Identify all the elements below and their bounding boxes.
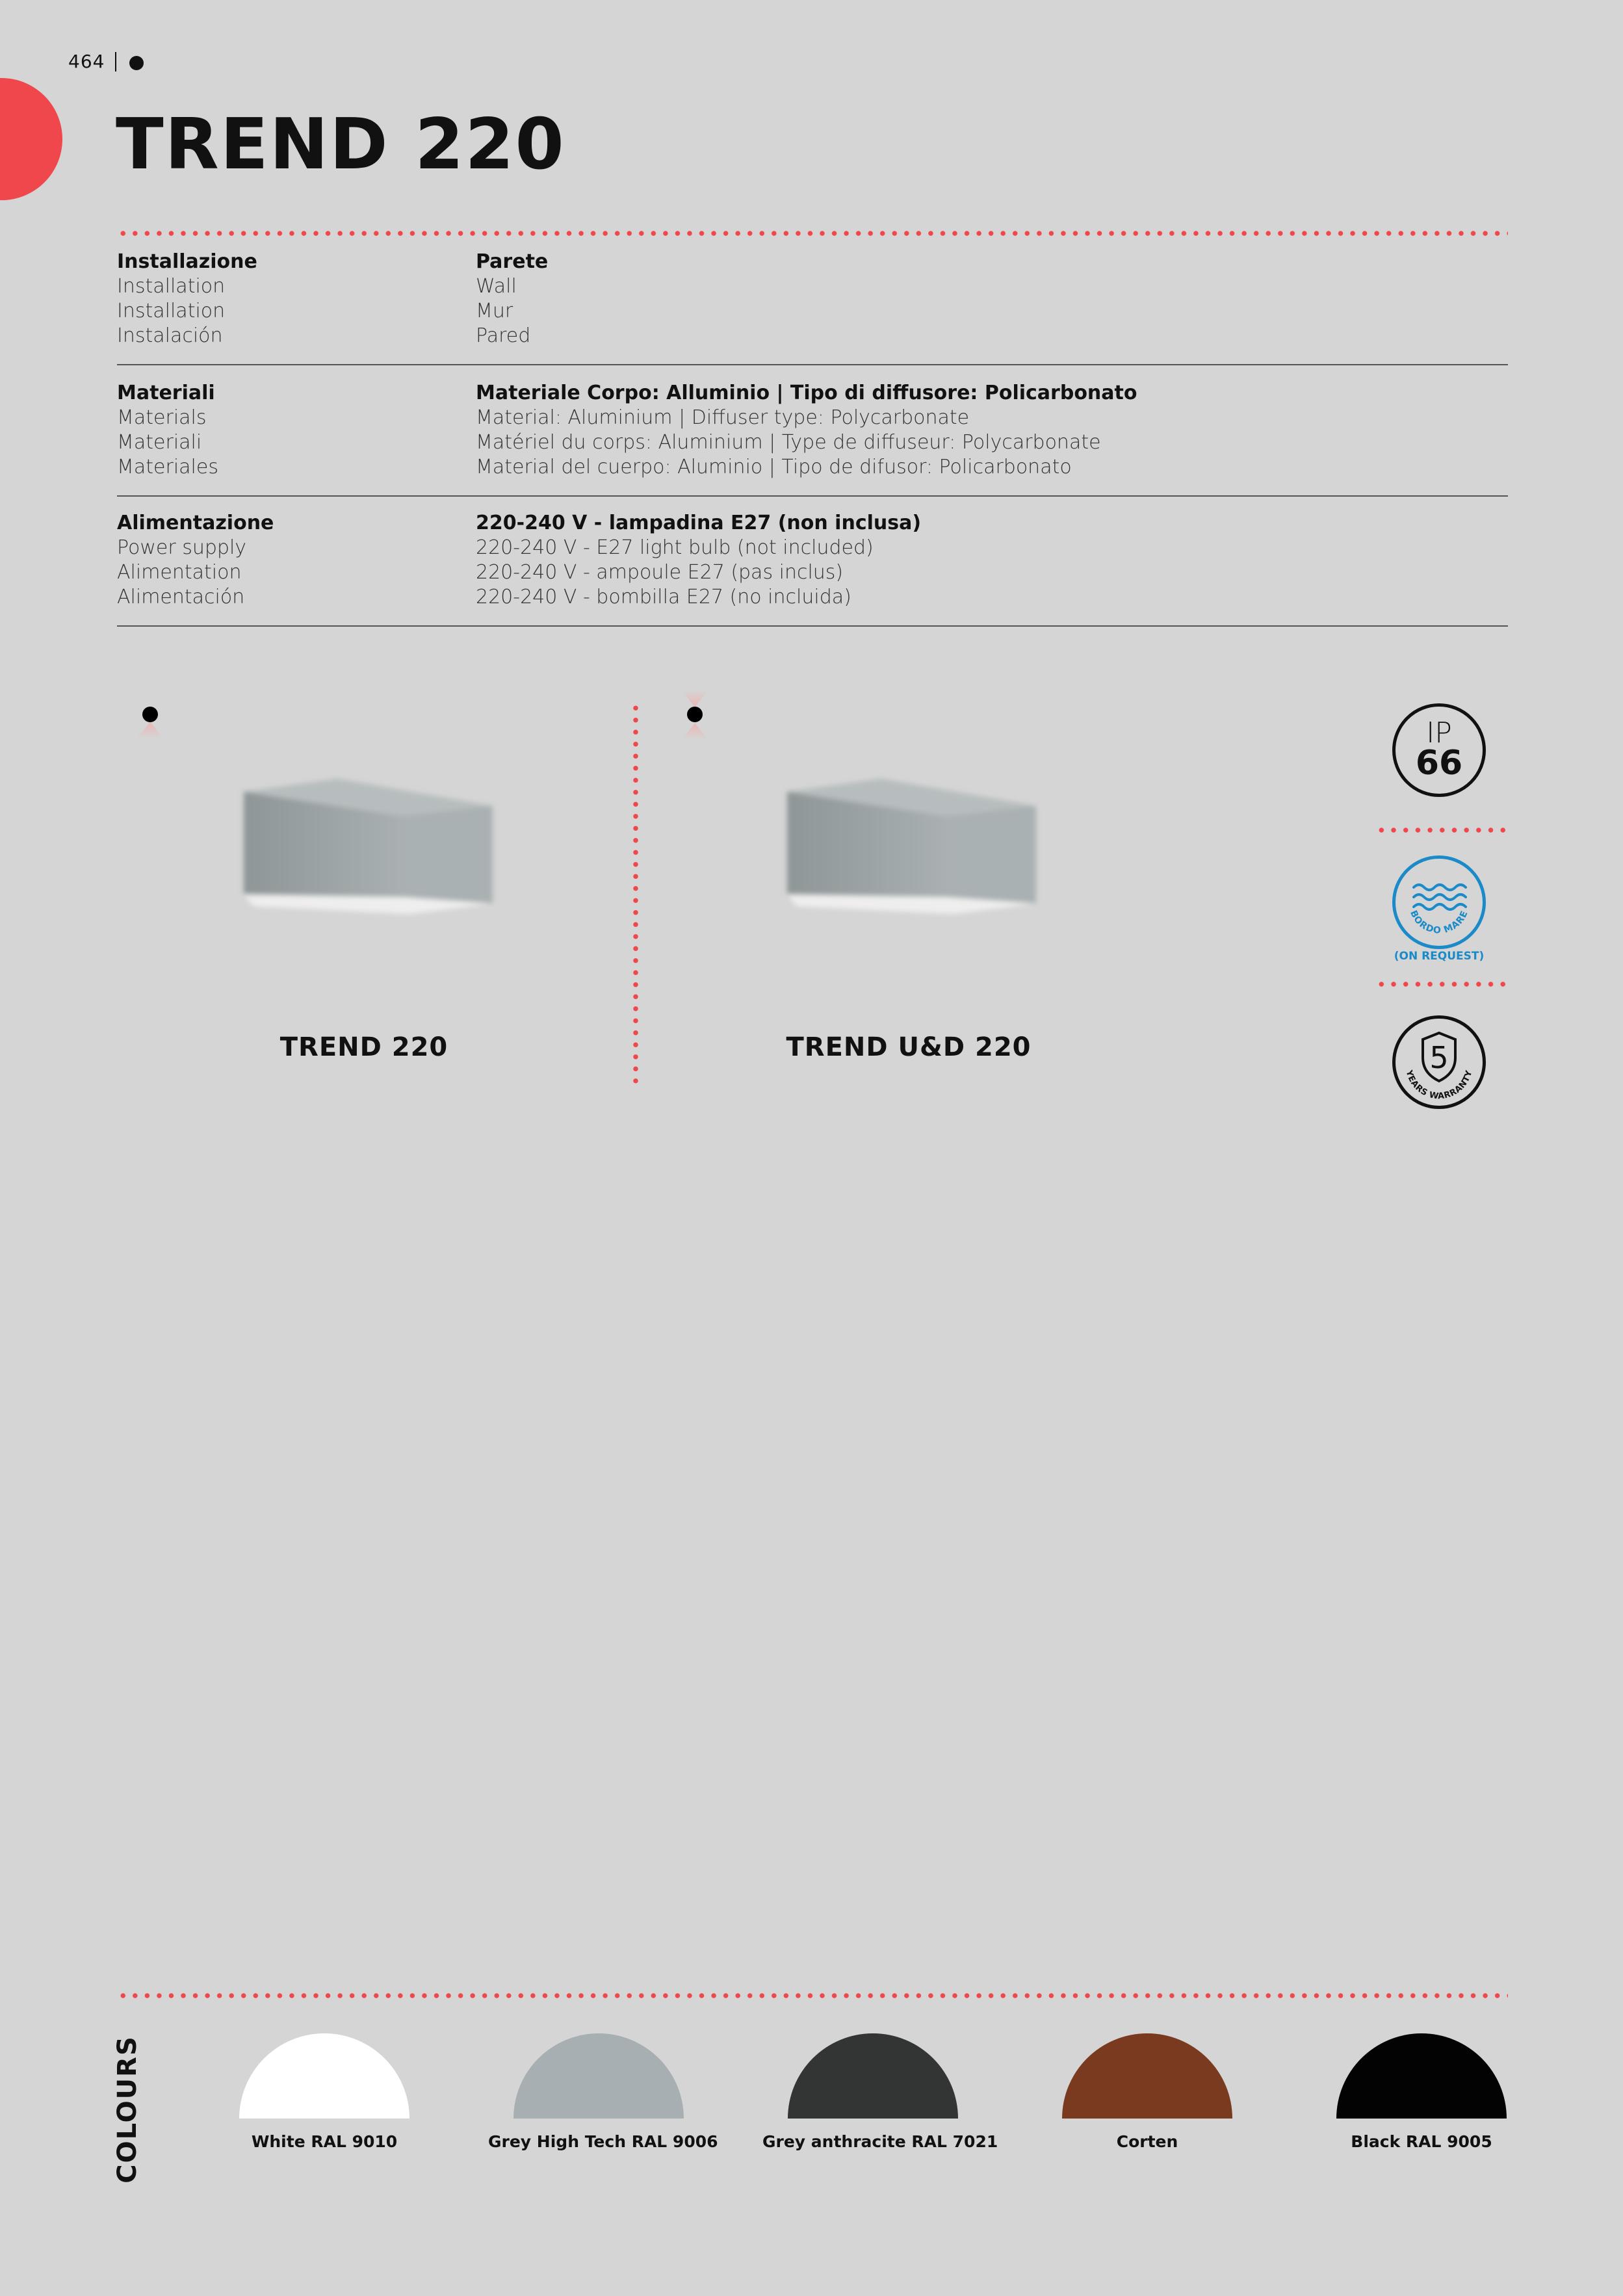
- light-upward-icon: [682, 690, 708, 707]
- bordo-mare-badge-icon: [1392, 855, 1486, 949]
- warranty-text: YEARS WARRANTY: [1403, 1069, 1475, 1102]
- spec-row: [117, 585, 1508, 610]
- ip-rating: 66: [1415, 744, 1463, 783]
- light-downward-icon: [137, 722, 163, 738]
- spec-label: Installazione: [117, 250, 257, 273]
- page-dot-icon: [129, 56, 144, 70]
- ip-prefix: IP: [1426, 716, 1452, 750]
- spec-label: Materiales: [117, 456, 218, 478]
- spec-value: Parete: [476, 250, 549, 273]
- lamp-dot-icon: [142, 707, 158, 722]
- product-name: TREND U&D 220: [786, 1032, 1032, 1062]
- warranty-badge-icon: [1392, 1015, 1486, 1109]
- spec-row: [117, 324, 1508, 348]
- spec-value: 220-240 V - ampoule E27 (pas inclus): [476, 561, 844, 584]
- spec-value: 220-240 V - E27 light bulb (not included): [476, 536, 874, 559]
- product-image-trend-220: [214, 767, 500, 923]
- spec-row: [117, 274, 1508, 299]
- spec-label: Alimentación: [117, 586, 245, 608]
- spec-label: Installation: [117, 275, 226, 298]
- page-title: TREND 220: [116, 104, 565, 185]
- section-divider: [117, 625, 1508, 627]
- spec-row: [117, 560, 1508, 585]
- spec-value: Matériel du corps: Aluminium | Type de diffuseur: Polycarbonate: [476, 431, 1101, 454]
- colour-name: Black RAL 9005: [1351, 2132, 1492, 2151]
- spec-label: Alimentation: [117, 561, 242, 584]
- spec-value: Wall: [476, 275, 517, 298]
- spec-row: [117, 299, 1508, 324]
- colour-name: Corten: [1116, 2132, 1178, 2151]
- colour-name: Grey anthracite RAL 7021: [762, 2132, 998, 2151]
- spec-row: [117, 455, 1508, 480]
- spec-label: Power supply: [117, 536, 247, 559]
- spec-installation: [117, 250, 1508, 348]
- spec-row: [117, 536, 1508, 560]
- colour-swatch: [1062, 2033, 1232, 2119]
- svg-text:BORDO MARE: [1408, 909, 1470, 936]
- ip66-badge-icon: [1392, 703, 1486, 797]
- colour-name: Grey High Tech RAL 9006: [488, 2132, 718, 2151]
- colour-swatch: [1336, 2033, 1507, 2119]
- section-divider: [117, 495, 1508, 497]
- spec-value: Material del cuerpo: Aluminio | Tipo de difusor: Policarbonato: [476, 456, 1072, 478]
- colour-swatch: [513, 2033, 684, 2119]
- colour-swatch: [239, 2033, 409, 2119]
- page-number: 464: [68, 51, 105, 72]
- spec-row: [117, 250, 1508, 274]
- spec-label: Installation: [117, 300, 226, 322]
- section-divider: [117, 364, 1508, 365]
- spec-row: [117, 511, 1508, 536]
- dotted-divider: [1375, 828, 1509, 833]
- dotted-divider: [117, 231, 1508, 236]
- spec-value: Material: Aluminium | Diffuser type: Polycarbonate: [476, 406, 970, 429]
- spec-value: 220-240 V - bombilla E27 (no incluida): [476, 586, 851, 608]
- spec-label: Materiali: [117, 382, 215, 404]
- spec-label: Alimentazione: [117, 512, 274, 534]
- dotted-divider: [117, 1993, 1508, 1998]
- lamp-dot-icon: [687, 707, 703, 722]
- spec-label: Materials: [117, 406, 207, 429]
- spec-materials: [117, 381, 1508, 480]
- spec-power-supply: [117, 511, 1508, 610]
- colours-heading: COLOURS: [112, 2035, 142, 2184]
- spec-value: Mur: [476, 300, 513, 322]
- spec-value: Materiale Corpo: Alluminio | Tipo di diffusore: Policarbonato: [476, 382, 1137, 404]
- spec-row: [117, 430, 1508, 455]
- red-circle-decoration: [0, 78, 62, 200]
- spec-row: [117, 381, 1508, 406]
- light-downward-icon: [682, 723, 708, 740]
- product-name: TREND 220: [279, 1032, 448, 1062]
- spec-value: Pared: [476, 324, 531, 347]
- vertical-dotted-divider: [633, 702, 638, 1087]
- dotted-divider: [1375, 982, 1509, 987]
- colour-swatch: [788, 2033, 958, 2119]
- spec-value: 220-240 V - lampadina E27 (non inclusa): [476, 512, 922, 534]
- spec-label: Instalación: [117, 324, 223, 347]
- colour-name: White RAL 9010: [251, 2132, 398, 2151]
- sea-badge-text: BORDO MARE: [1408, 909, 1470, 936]
- product-image-trend-ud-220: [758, 767, 1044, 923]
- spec-label: Materiali: [117, 431, 202, 454]
- spec-row: [117, 406, 1508, 430]
- page-number-separator: [115, 52, 116, 72]
- warranty-years: 5: [1429, 1040, 1449, 1075]
- sea-badge-caption: (ON REQUEST): [1394, 950, 1485, 963]
